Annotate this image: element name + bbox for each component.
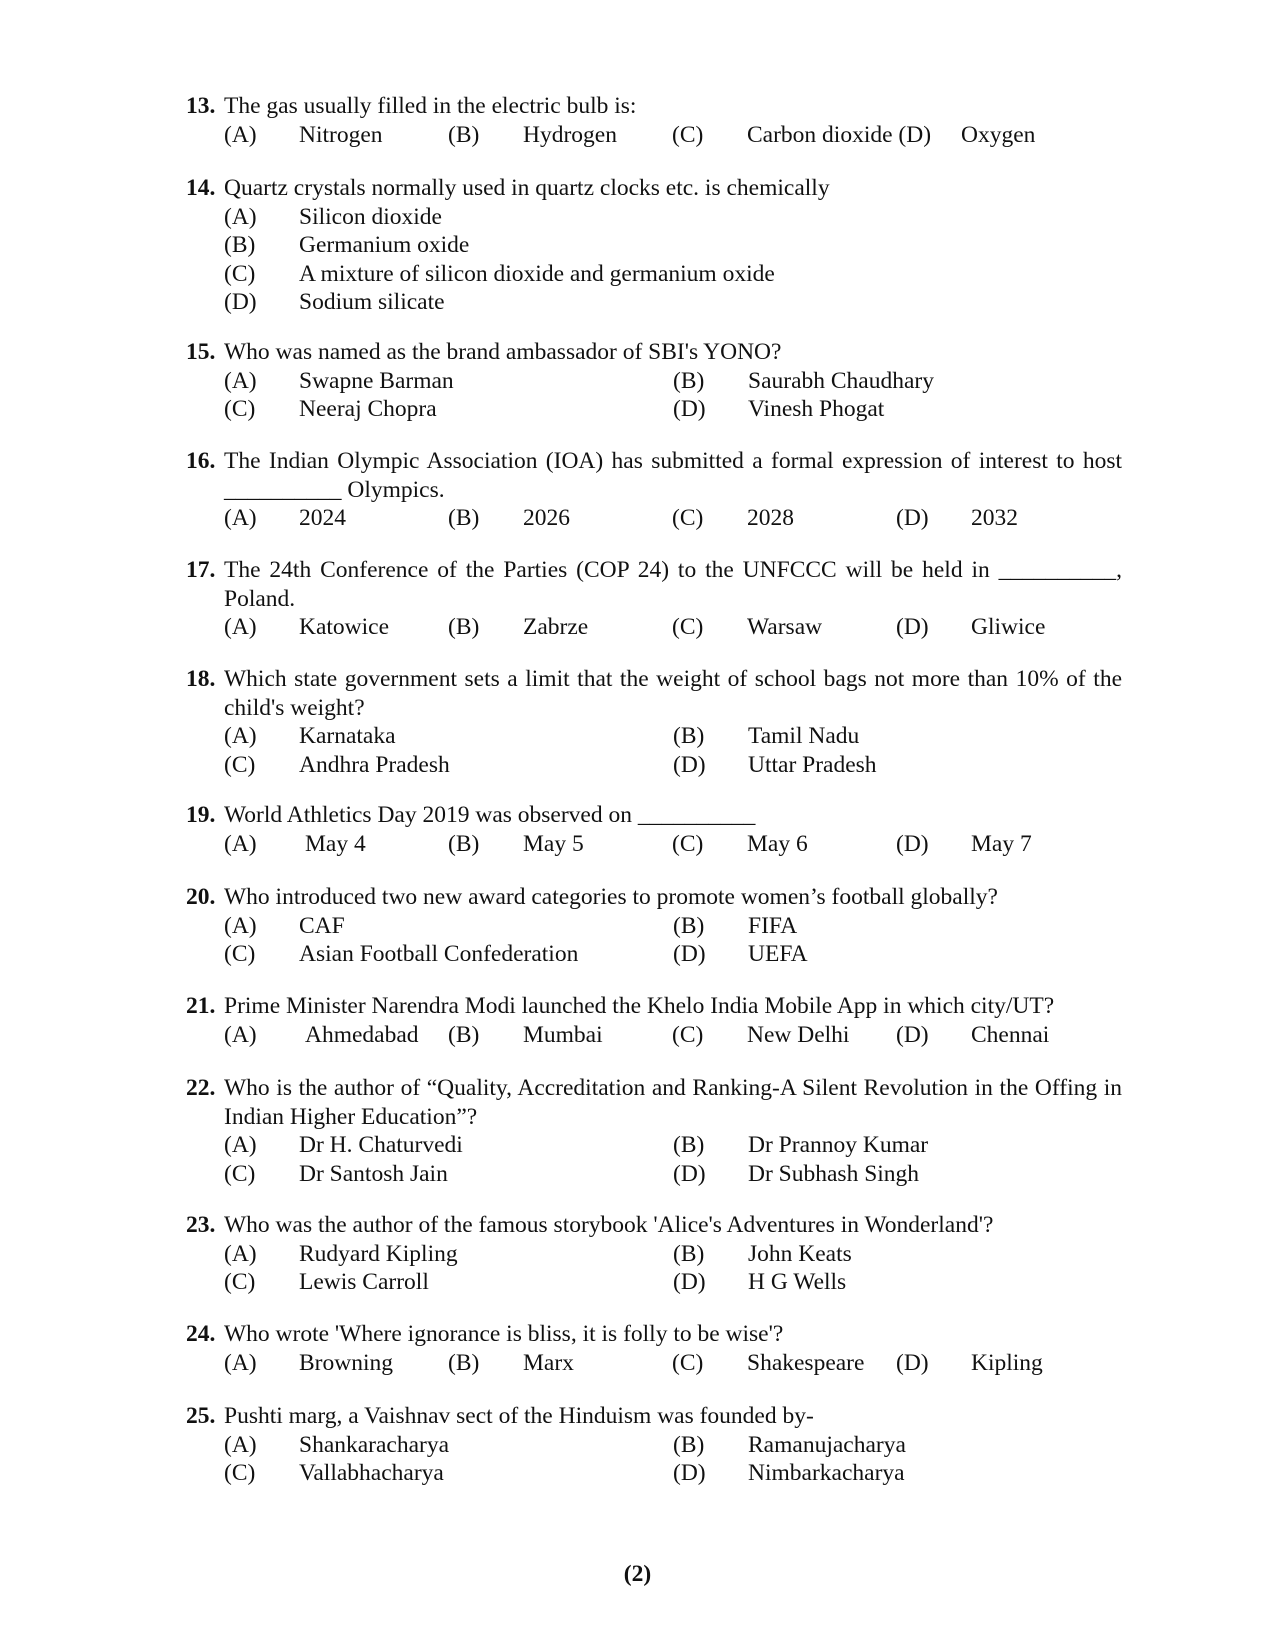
question-19 <box>186 801 1122 858</box>
option-label: (B) <box>673 723 705 749</box>
option-label: (A) <box>224 505 257 531</box>
question-25 <box>186 1402 1122 1488</box>
option-text: A mixture of silicon dioxide and germanium oxide <box>299 260 775 287</box>
option-label: (B) <box>448 614 480 640</box>
option-text: Silicon dioxide <box>299 203 442 230</box>
question-text: Prime Minister Narendra Modi launched the Khelo India Mobile App in which city/UT? <box>224 993 1055 1019</box>
option-text: CAF <box>299 912 345 939</box>
question-number: 20. <box>186 884 216 910</box>
option-text: Hydrogen <box>523 121 617 148</box>
option-label: (D) <box>673 751 706 778</box>
question-number: 15. <box>186 339 216 365</box>
question-text: Which state government sets a limit that the weight of school bags not more than 10% of the child's weight? <box>224 666 1122 721</box>
question-text: Who wrote 'Where ignorance is bliss, it is folly to be wise'? <box>224 1321 784 1347</box>
option-label: (A) <box>224 614 257 640</box>
option-label: (A) <box>224 830 257 857</box>
option-text: Oxygen <box>961 121 1036 148</box>
option-text: Swapne Barman <box>299 367 454 394</box>
question-number: 14. <box>186 175 216 201</box>
question-text: World Athletics Day 2019 was observed on __________ <box>224 802 756 828</box>
option-text: Marx <box>523 1349 574 1376</box>
question-14 <box>186 174 1122 317</box>
question-21 <box>186 992 1122 1049</box>
option-text: Dr Santosh Jain <box>299 1160 448 1187</box>
option-text: Rudyard Kipling <box>299 1240 458 1267</box>
question-text: Who was named as the brand ambassador of SBI's YONO? <box>224 339 782 365</box>
option-label: (D) <box>896 505 929 531</box>
option-text: Sodium silicate <box>299 289 445 315</box>
option-text: Ramanujacharya <box>748 1431 906 1458</box>
option-label: (D) <box>896 1349 929 1376</box>
option-text: H G Wells <box>748 1269 847 1295</box>
option-text: Zabrze <box>523 614 589 640</box>
option-text: May 4 <box>305 830 366 857</box>
question-number: 13. <box>186 93 216 119</box>
option-label: (C) <box>672 121 704 148</box>
option-label: (C) <box>224 1460 256 1486</box>
option-label: (A) <box>224 912 257 939</box>
option-text: Ahmedabad <box>305 1021 419 1048</box>
option-label: (C) <box>672 830 704 857</box>
option-label: (C) <box>224 260 256 287</box>
option-label: (A) <box>224 203 257 230</box>
option-text: 2032 <box>971 505 1018 531</box>
question-text: The gas usually filled in the electric bulb is: <box>224 93 637 119</box>
option-text: FIFA <box>748 912 798 939</box>
question-text: The 24th Conference of the Parties (COP 24) to the UNFCCC will be held in __________, Poland. <box>224 557 1122 612</box>
option-label: (B) <box>448 505 480 531</box>
option-text: Katowice <box>299 614 390 640</box>
page-number: (2) <box>623 1561 652 1587</box>
question-text: The Indian Olympic Association (IOA) has submitted a formal expression of interest to host __________ Olympics. <box>224 448 1122 503</box>
question-number: 24. <box>186 1321 216 1347</box>
option-label: (D) <box>673 1160 706 1187</box>
question-23 <box>186 1211 1122 1297</box>
option-label: (C) <box>224 941 256 967</box>
option-label: (B) <box>673 1431 705 1458</box>
option-label: (A) <box>224 1349 257 1376</box>
option-label: (D) <box>673 396 706 422</box>
option-text: May 6 <box>747 830 808 857</box>
option-text: 2028 <box>747 505 794 531</box>
option-text: New Delhi <box>747 1021 850 1048</box>
option-text: Uttar Pradesh <box>748 751 877 778</box>
option-text: 2026 <box>523 505 570 531</box>
option-text: Vallabhacharya <box>299 1460 444 1486</box>
option-text: Shakespeare <box>747 1349 865 1376</box>
option-text: Neeraj Chopra <box>299 396 437 422</box>
option-label: (C) <box>672 1349 704 1376</box>
option-label: (B) <box>224 232 256 258</box>
option-label: (C) <box>672 614 704 640</box>
option-text: Warsaw <box>747 614 823 640</box>
option-label: (B) <box>448 1349 480 1376</box>
option-text: Andhra Pradesh <box>299 751 450 778</box>
option-text: Nimbarkacharya <box>748 1460 905 1486</box>
question-text: Quartz crystals normally used in quartz clocks etc. is chemically <box>224 175 830 201</box>
option-text: Dr Subhash Singh <box>748 1160 920 1187</box>
option-text: Kipling <box>971 1349 1043 1376</box>
question-17 <box>186 556 1122 642</box>
option-text: Mumbai <box>523 1021 603 1048</box>
question-number: 16. <box>186 448 216 474</box>
question-number: 25. <box>186 1403 216 1429</box>
option-label: (A) <box>224 723 257 749</box>
option-label: (B) <box>673 367 705 394</box>
option-label: (C) <box>672 1021 704 1048</box>
option-text: Carbon dioxide (D) <box>747 121 932 148</box>
option-label: (A) <box>224 1431 257 1458</box>
option-label: (A) <box>224 121 257 148</box>
question-number: 19. <box>186 802 216 828</box>
option-text: Germanium oxide <box>299 232 470 258</box>
option-label: (D) <box>673 1460 706 1486</box>
option-text: Nitrogen <box>299 121 383 148</box>
option-label: (B) <box>448 121 480 148</box>
option-label: (C) <box>224 751 256 778</box>
question-13 <box>186 92 1122 149</box>
question-20 <box>186 883 1122 969</box>
question-15 <box>186 338 1122 424</box>
option-text: May 5 <box>523 830 584 857</box>
question-number: 23. <box>186 1212 216 1238</box>
option-label: (D) <box>673 1269 706 1295</box>
option-label: (A) <box>224 1240 257 1267</box>
option-label: (B) <box>673 1240 705 1267</box>
question-text: Who was the author of the famous storybook 'Alice's Adventures in Wonderland'? <box>224 1212 994 1238</box>
option-text: Asian Football Confederation <box>299 941 579 967</box>
question-number: 17. <box>186 557 216 583</box>
option-label: (D) <box>896 614 929 640</box>
option-text: Chennai <box>971 1021 1050 1048</box>
option-label: (C) <box>224 1160 256 1187</box>
option-text: Gliwice <box>971 614 1046 640</box>
option-label: (A) <box>224 1021 257 1048</box>
question-number: 22. <box>186 1075 216 1101</box>
option-label: (A) <box>224 367 257 394</box>
option-label: (B) <box>448 830 480 857</box>
question-24 <box>186 1320 1122 1377</box>
option-text: UEFA <box>748 941 808 967</box>
option-label: (C) <box>672 505 704 531</box>
question-number: 21. <box>186 993 216 1019</box>
option-label: (B) <box>673 912 705 939</box>
question-22 <box>186 1074 1122 1188</box>
option-label: (B) <box>673 1132 705 1158</box>
question-number: 18. <box>186 666 216 692</box>
option-text: Lewis Carroll <box>299 1269 429 1295</box>
option-text: 2024 <box>299 505 346 531</box>
option-text: John Keats <box>748 1240 852 1267</box>
option-label: (B) <box>448 1021 480 1048</box>
option-text: Vinesh Phogat <box>748 396 885 422</box>
option-label: (C) <box>224 1269 256 1295</box>
option-label: (D) <box>224 289 257 315</box>
option-label: (D) <box>673 941 706 967</box>
question-18 <box>186 665 1122 779</box>
option-label: (D) <box>896 830 929 857</box>
option-text: Shankaracharya <box>299 1431 450 1458</box>
option-label: (C) <box>224 396 256 422</box>
option-text: Dr Prannoy Kumar <box>748 1132 929 1158</box>
question-text: Pushti marg, a Vaishnav sect of the Hinduism was founded by- <box>224 1403 814 1429</box>
option-label: (A) <box>224 1132 257 1158</box>
option-text: Tamil Nadu <box>748 723 860 749</box>
option-label: (D) <box>896 1021 929 1048</box>
question-16 <box>186 447 1122 533</box>
option-text: Saurabh Chaudhary <box>748 367 934 394</box>
question-text: Who is the author of “Quality, Accreditation and Ranking-A Silent Revolution in the Offing in Indian Higher Education”? <box>224 1075 1122 1130</box>
question-text: Who introduced two new award categories to promote women’s football globally? <box>224 884 998 910</box>
option-text: Karnataka <box>299 723 396 749</box>
option-text: Browning <box>299 1349 393 1376</box>
option-text: Dr H. Chaturvedi <box>299 1132 463 1158</box>
option-text: May 7 <box>971 830 1032 857</box>
